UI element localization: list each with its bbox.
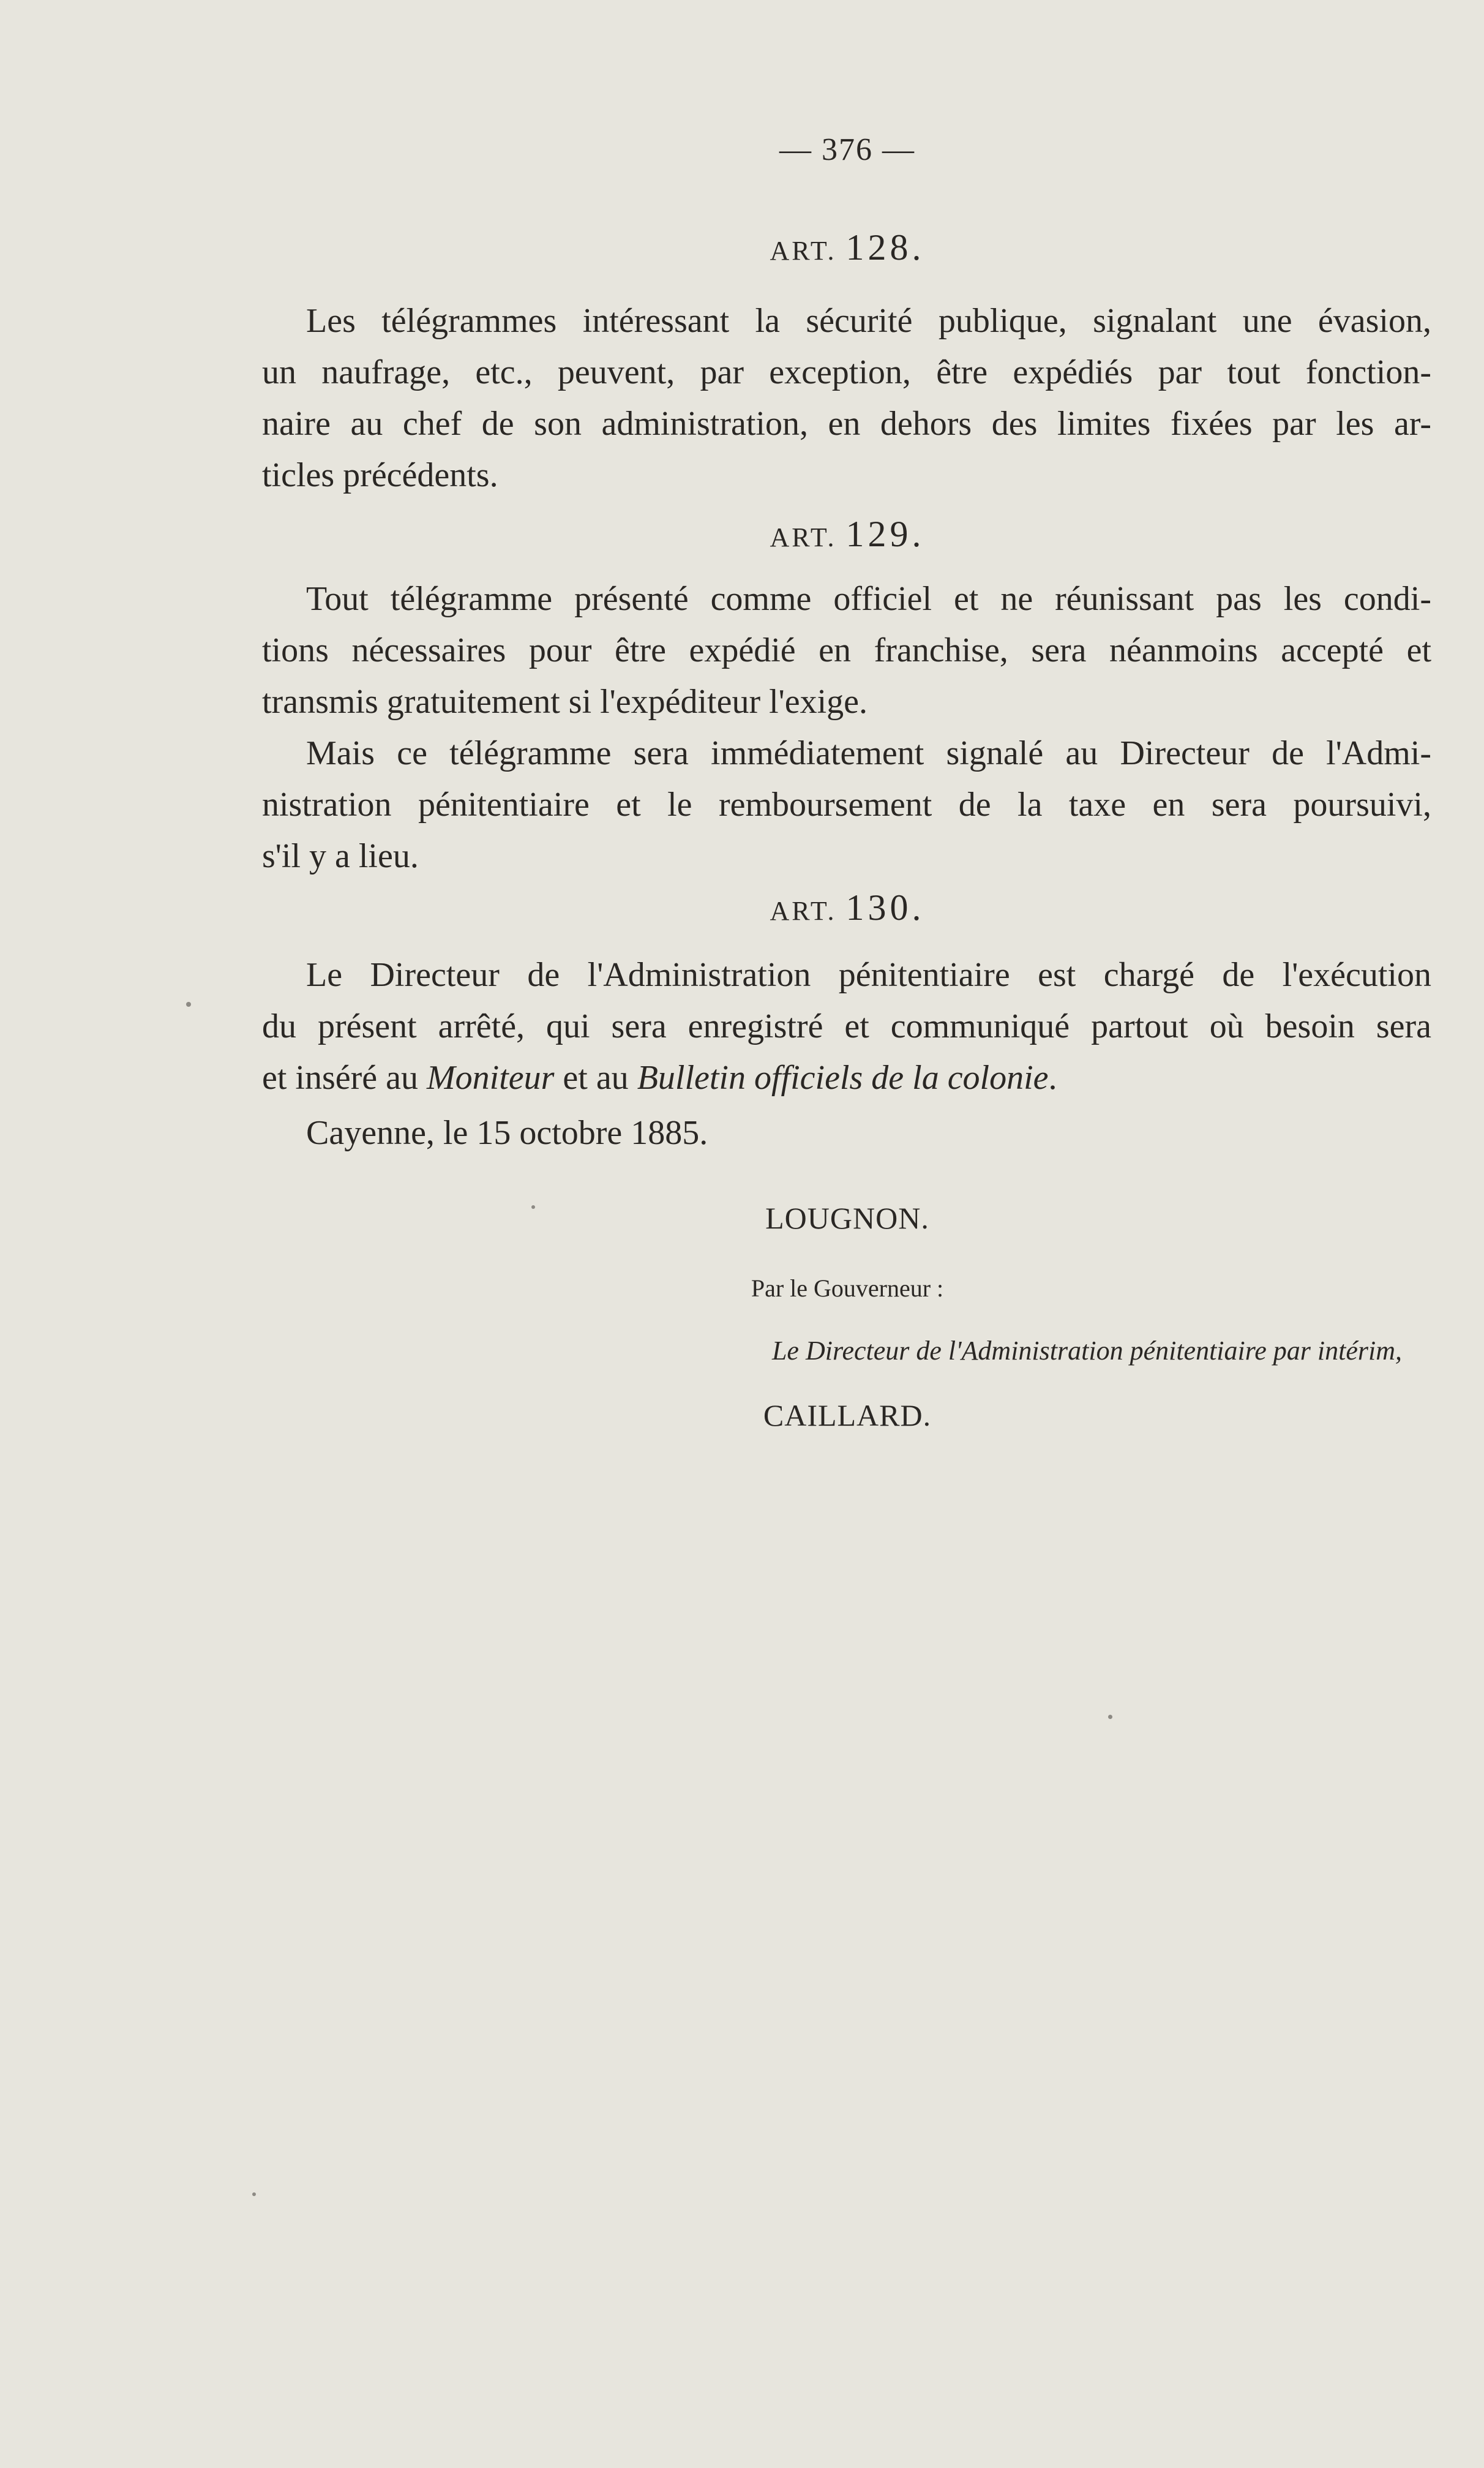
text-line: naire au chef de son administration, en dehors des limites fixées par les ar- (262, 405, 1431, 443)
text-fragment: et au (554, 1059, 637, 1097)
text-line: transmis gratuitement si l'expéditeur l'exige. (262, 683, 868, 721)
article-heading-130 (0, 887, 1484, 929)
text-line (262, 1052, 1431, 1104)
text-line: s'il y a lieu. (262, 837, 419, 875)
journal-title: Moniteur (426, 1059, 555, 1097)
paragraph-art128 (262, 295, 1431, 501)
article-number: 128. (845, 227, 925, 268)
paragraph-art130 (262, 949, 1431, 1104)
paper-speck (252, 2192, 256, 2196)
journal-title: Bulletin officiels de la colonie (637, 1059, 1049, 1097)
paper-speck (1108, 1715, 1112, 1719)
text-fragment: . (1048, 1059, 1057, 1097)
paragraph-art129-1 (262, 573, 1431, 728)
text-fragment: et inséré au (262, 1059, 427, 1097)
text-line: tions nécessaires pour être expédié en franchise, sera néanmoins accepté et (262, 631, 1431, 669)
par-le-gouverneur: Par le Gouverneur : (751, 1274, 944, 1302)
governor-signature: LOUGNON. (765, 1201, 929, 1235)
article-heading-128 (0, 227, 1484, 269)
text-line: Cayenne, le 15 octobre 1885. (306, 1114, 708, 1152)
director-signature: CAILLARD. (763, 1398, 932, 1432)
paragraph-art129-2 (262, 728, 1431, 882)
text-line: Tout télégramme présenté comme officiel et ne réunissant pas les condi- (306, 580, 1431, 618)
text-line: du présent arrêté, qui sera enregistré et communiqué partout où besoin sera (262, 1007, 1431, 1045)
article-number: 129. (845, 514, 925, 554)
article-heading-129 (0, 513, 1484, 555)
director-title: Le Directeur de l'Administration pénitentiaire par intérim, (771, 1336, 1402, 1366)
text-line: Mais ce télégramme sera immédiatement signalé au Directeur de l'Admi- (306, 734, 1431, 772)
text-line: nistration pénitentiaire et le remboursement de la taxe en sera poursuivi, (262, 786, 1431, 824)
dateline (262, 1107, 1431, 1159)
text-line: un naufrage, etc., peuvent, par exception, être expédiés par tout fonction- (262, 353, 1431, 391)
article-label: ART. (770, 236, 837, 266)
article-label: ART. (770, 522, 837, 552)
article-number: 130. (845, 887, 925, 928)
text-line: Le Directeur de l'Administration pénitentiaire est chargé de l'exécution (306, 956, 1431, 994)
paper-speck (186, 1002, 191, 1007)
page-number: — 376 — (779, 132, 915, 167)
text-line: ticles précédents. (262, 456, 498, 494)
article-label: ART. (770, 896, 837, 926)
text-line: Les télégrammes intéressant la sécurité publique, signalant une évasion, (306, 302, 1431, 340)
paper-speck (531, 1205, 535, 1209)
